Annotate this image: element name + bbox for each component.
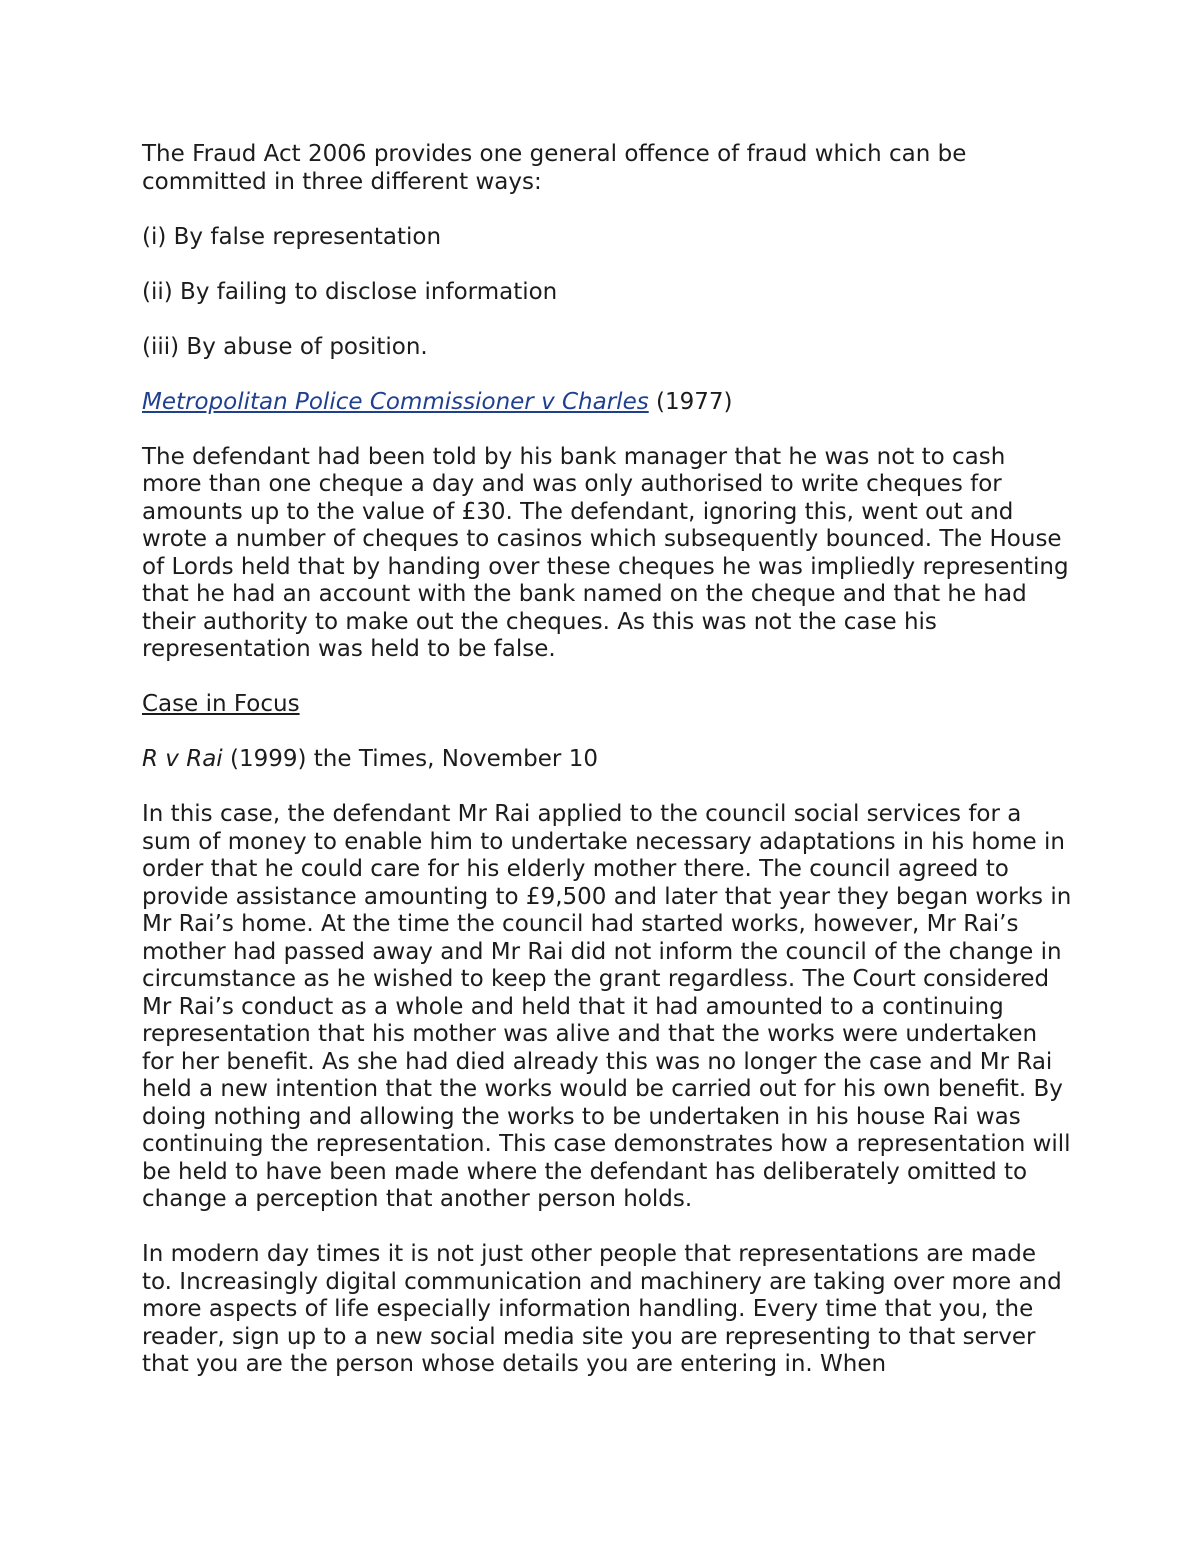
way-false-representation: (i) By false representation <box>142 223 442 250</box>
case-citation-text-rai: (1999) the Times, November 10 <box>222 746 598 772</box>
case-in-focus-heading <box>142 691 1072 719</box>
way-failing-to-disclose: (ii) By failing to disclose information <box>142 278 558 305</box>
document-page <box>142 141 1072 1406</box>
closing-paragraph: In modern day times it is not just other people that representations are made to. Increasingly digital communication and machinery are taking over more and more aspects of life especially information handling. Every time that you, the reader, sign up to a new social media site you are representing to that server that you are the person whose details you are entering in. When <box>142 1241 1062 1377</box>
case-in-focus-label: Case in Focus <box>142 691 300 717</box>
case-body-charles: The defendant had been told by his bank manager that he was not to cash more than one cheque a day and was only authorised to write cheques for amounts up to the value of £30. The defendant, ignoring this, went out and wrote a number of cheques to casinos which subsequently bounced. The House of Lords held that by handing over these cheques he was impliedly representing that he had an account with the bank named on the cheque and that he had their authority to make out the cheques. As this was not the case his representation was held to be false. <box>142 443 1069 662</box>
case-citation-rai <box>142 746 1072 774</box>
case-link-charles[interactable]: Metropolitan Police Commissioner v Charles <box>142 388 649 415</box>
case-name-rai: R v Rai <box>142 746 223 772</box>
case-body-rai: In this case, the defendant Mr Rai applied to the council social services for a sum of money to enable him to undertake necessary adaptations in his home in order that he could care for his elderly mother there. The council agreed to provide assistance amounting to £9,500 and later that year they began works in Mr Rai’s home. At the time the council had started works, however, Mr Rai’s mother had passed away and Mr Rai did not inform the council of the change in circumstance as he wished to keep the grant regardless. The Court considered Mr Rai’s conduct as a whole and held that it had amounted to a continuing representation that his mother was alive and that the works were undertaken for her benefit. As she had died already this was no longer the case and Mr Rai held a new intention that the works would be carried out for his own benefit. By doing nothing and allowing the works to be undertaken in his house Rai was continuing the representation. This case demonstrates how a representation will be held to have been made where the defendant has deliberately omitted to change a perception that another person holds. <box>142 801 1072 1212</box>
case-heading-charles <box>142 389 1072 417</box>
case-year-charles: (1977) <box>648 388 733 415</box>
intro-paragraph: The Fraud Act 2006 provides one general offence of fraud which can be committed in three different ways: <box>142 141 967 195</box>
way-abuse-of-position: (iii) By abuse of position. <box>142 333 428 360</box>
